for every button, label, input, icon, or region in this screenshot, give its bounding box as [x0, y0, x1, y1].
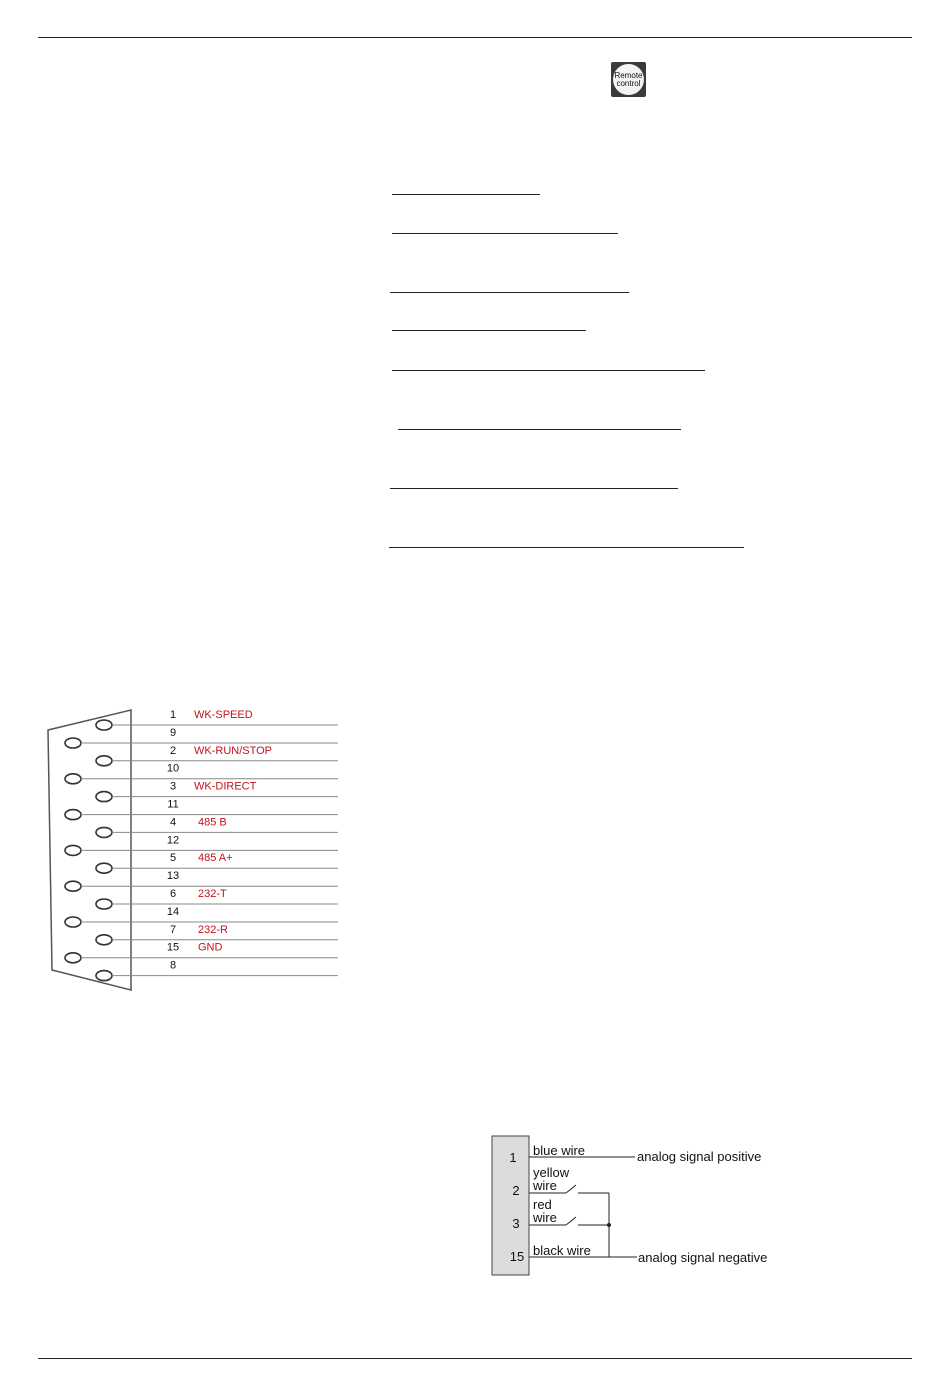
blank-underline-4: [392, 330, 586, 331]
pin-number-11: 11: [167, 798, 179, 811]
pin-number-12: 12: [166, 834, 180, 847]
pin-number-13: 13: [166, 870, 180, 883]
pin-label-7: 232-R: [198, 923, 228, 936]
pin-hole-15: [65, 953, 81, 963]
pin-hole-6: [96, 899, 112, 909]
red-wire-label-1: red: [533, 1197, 552, 1212]
blank-underline-8: [389, 547, 744, 548]
pin-number-7: 7: [169, 923, 177, 936]
pin-number-4: 4: [169, 816, 177, 829]
pin-number-14: 14: [166, 905, 180, 918]
blank-underline-2: [392, 233, 618, 234]
yellow-switch: [566, 1185, 576, 1193]
terminal-pin-3: 3: [512, 1216, 520, 1231]
footer-rule: [38, 1358, 912, 1359]
pin-number-2: 2: [169, 744, 177, 757]
pin-hole-7: [96, 935, 112, 945]
terminal-pin-15: 15: [509, 1249, 525, 1264]
blank-underline-6: [398, 429, 681, 430]
yellow-wire-label-1: yellow: [533, 1165, 570, 1180]
blank-underline-7: [390, 488, 678, 489]
pin-hole-3: [96, 792, 112, 802]
pin-label-2: WK-RUN/STOP: [194, 744, 273, 757]
pin-hole-4: [96, 827, 112, 837]
pin-label-1: WK-SPEED: [194, 709, 253, 721]
blank-underline-3: [390, 292, 629, 293]
pin-label-15: GND: [198, 941, 223, 954]
pin-number-1: 1: [169, 709, 177, 721]
pin-hole-14: [65, 917, 81, 927]
blue-wire-label: blue wire: [533, 1143, 586, 1158]
yellow-wire-label-2: wire: [533, 1178, 557, 1193]
remote-control-line2: control: [616, 78, 641, 88]
pin-hole-11: [65, 810, 81, 820]
pin-number-3: 3: [169, 780, 177, 793]
pin-hole-9: [65, 738, 81, 748]
db15-connector-diagram: [40, 700, 340, 1000]
red-wire-label-2: wire: [533, 1210, 557, 1225]
blank-underline-5: [392, 370, 705, 371]
pin-number-15: 15: [166, 941, 180, 954]
pin-label-5: 485 A+: [198, 852, 233, 865]
pin-hole-8: [96, 971, 112, 981]
remote-control-icon: [611, 62, 646, 97]
pin-number-5: 5: [169, 852, 177, 865]
remote-control-icon-face: [613, 64, 644, 95]
pin-hole-2: [96, 756, 112, 766]
pin-hole-13: [65, 881, 81, 891]
header-rule: [38, 37, 912, 38]
terminal-pin-2: 2: [512, 1183, 520, 1198]
analog-wiring-diagram: [488, 1132, 808, 1282]
pin-label-3: WK-DIRECT: [194, 780, 257, 793]
pin-number-6: 6: [169, 888, 177, 900]
pin-hole-5: [96, 863, 112, 873]
analog-positive-label: analog signal positive: [637, 1149, 762, 1164]
pin-number-8: 8: [169, 959, 177, 972]
pin-label-6: 232-T: [198, 888, 227, 900]
pin-label-4: 485 B: [198, 816, 227, 829]
pin-number-10: 10: [166, 762, 180, 775]
pin-hole-10: [65, 774, 81, 784]
black-wire-label: black wire: [533, 1243, 591, 1258]
pin-hole-12: [65, 845, 81, 855]
pin-hole-1: [96, 720, 112, 730]
pin-number-9: 9: [169, 726, 177, 739]
terminal-pin-1: 1: [509, 1150, 517, 1165]
analog-negative-label: analog signal negative: [638, 1250, 768, 1265]
remote-control-line1: Remote: [614, 70, 643, 80]
blank-underline-1: [392, 194, 540, 195]
red-switch: [566, 1217, 576, 1225]
